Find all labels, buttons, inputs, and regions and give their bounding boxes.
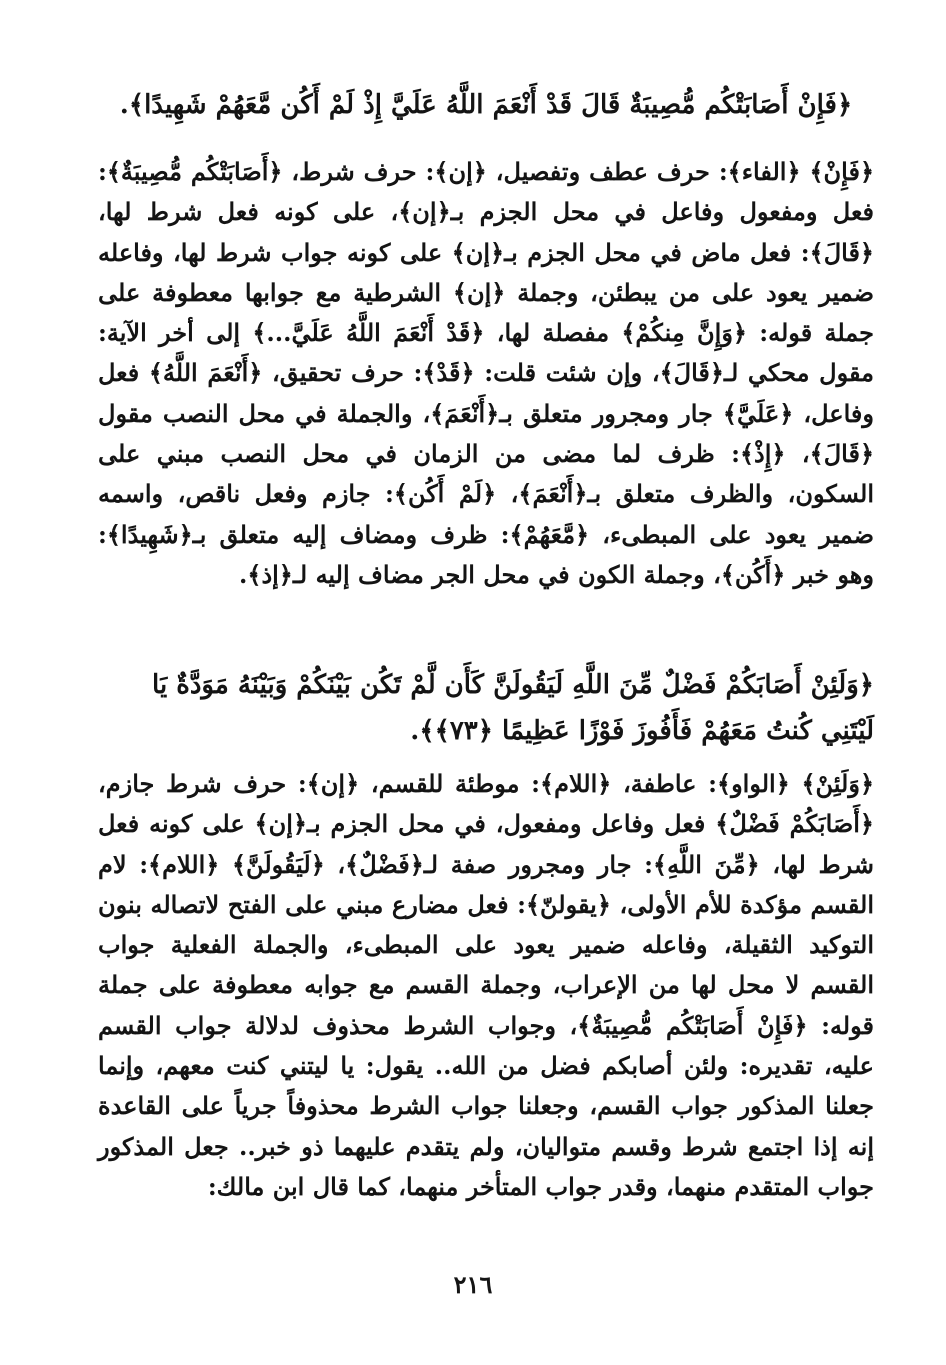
quran-verse-heading: ﴿وَلَئِنْ أَصَابَكُمْ فَضْلٌ مِّنَ اللَّهِ لَيَقُولَنَّ كَأَن لَّمْ تَكُن بَيْنَكُمْ وَبَيْنَهُ مَوَدَّةٌ يَا لَيْتَنِي كُنتُ مَعَهُمْ فَأَفُوزَ فَوْزًا عَظِيمًا ﴿٧٣﴾﴾. (152, 670, 874, 746)
grammar-analysis-paragraph: ﴿وَلَئِنْ﴾ ﴿الواو﴾: عاطفة، ﴿اللام﴾: موطئة للقسم، ﴿إن﴾: حرف شرط جازم، ﴿أَصَابَكُمْ فَضْلٌ﴾ فعل وفاعل ومفعول، في محل الجزم بـ﴿إن﴾ على كونه فعل شرط لها، ﴿مِّنَ اللَّهِ﴾: جار ومجرور صفة لـ﴿فَضْلٌ﴾، ﴿لَيَقُولَنَّ﴾ ﴿اللام﴾: لام القسم مؤكدة للأم الأولى، ﴿يقولنّ﴾: فعل مضارع مبني على الفتح لاتصاله بنون التوكيد الثقيلة، وفاعله ضمير يعود على المبطىء، والجملة الفعلية جواب القسم لا محل لها من الإعراب، وجملة القسم مع جوابه معطوفة على جملة قوله: ﴿فَإِنْ أَصَابَتْكُم مُّصِيبَةٌ﴾، وجواب الشرط محذوف لدلالة جواب القسم عليه، تقديره: ولئن أصابكم فضل من الله.. يقول: يا ليتني كنت معهم، وإنما جعلنا المذكور جواب القسم، وجعلنا جواب الشرط محذوفاً جرياً على القاعدة إنه إذا اجتمع شرط وقسم متواليان، ولم يتقدم عليهما ذو خبر.. جعل المذكور جواب المتقدم منهما، وقدر جواب المتأخر منهما، كما قال ابن مالك: (98, 769, 874, 1201)
grammar-analysis-paragraph: ﴿فَإِنْ﴾ ﴿الفاء﴾: حرف عطف وتفصيل، ﴿إن﴾: حرف شرط، ﴿أَصَابَتْكُم مُّصِيبَةٌ﴾: فعل ومفعول وفاعل في محل الجزم بـ﴿إن﴾، على كونه فعل شرط لها، ﴿قَالَ﴾: فعل ماض في محل الجزم بـ﴿إن﴾ على كونه جواب شرط لها، وفاعله ضمير يعود على من يبطئن، وجملة ﴿إن﴾ الشرطية مع جوابها معطوفة على جملة قوله: ﴿وَإِنَّ مِنكُمْ﴾ مفصلة لها، ﴿قَدْ أَنْعَمَ اللَّهُ عَلَيَّ...﴾ إلى أخر الآية: مقول محكي لـ﴿قَالَ﴾، وإن شئت قلت: ﴿قَدْ﴾: حرف تحقيق، ﴿أَنْعَمَ اللَّهُ﴾ فعل وفاعل، ﴿عَلَيَّ﴾ جار ومجرور متعلق بـ﴿أَنْعَمَ﴾، والجملة في محل النصب مقول ﴿قَالَ﴾، ﴿إِذْ﴾: ظرف لما مضى من الزمان في محل النصب مبني على السكون، والظرف متعلق بـ﴿أَنْعَمَ﴾، ﴿لَمْ أَكُن﴾: جازم وفعل ناقص، واسمه ضمير يعود على المبطىء، ﴿مَّعَهُمْ﴾: ظرف ومضاف إليه متعلق بـ﴿شَهِيدًا﴾: وهو خبر ﴿أَكُن﴾، وجملة الكون في محل الجر مضاف إليه لـ﴿إذ﴾. (98, 157, 875, 589)
quran-verse-heading: ﴿فَإِنْ أَصَابَتْكُم مُّصِيبَةٌ قَالَ قَدْ أَنْعَمَ اللَّهُ عَلَيَّ إِذْ لَمْ أَكُن مَّعَهُمْ شَهِيدًا﴾. (119, 90, 853, 120)
page-number: ٢١٦ (453, 1270, 493, 1299)
